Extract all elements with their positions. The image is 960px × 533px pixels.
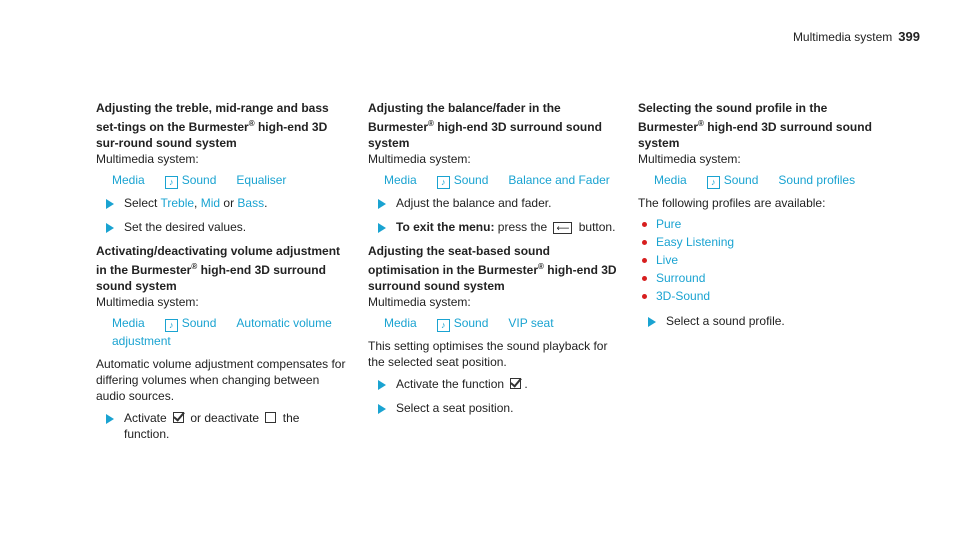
path-media[interactable]: Media (112, 173, 145, 187)
path-automatic-volume[interactable]: Automatic volume adjustment (112, 316, 332, 348)
system-label: Multimedia system: (638, 152, 741, 166)
bullet-dot-icon (642, 258, 647, 263)
back-button-icon: ⟵ (553, 222, 572, 234)
path-sound-profiles[interactable]: Sound profiles (778, 173, 856, 187)
bullet-dot-icon (642, 240, 647, 245)
step-activate-volume: Activate or deactivate the function. (96, 410, 348, 442)
page-number: 399 (898, 29, 920, 44)
music-note-icon: ♪ (437, 176, 450, 189)
path-sound[interactable]: Sound (723, 173, 759, 187)
volume-description: Automatic volume adjustment compensates for differing volumes when changing between audio sources. (96, 357, 346, 403)
path-media[interactable]: Media (112, 316, 145, 330)
bullet-dot-icon (642, 294, 647, 299)
step-exit-menu: To exit the menu: press the ⟵ button. (368, 219, 624, 235)
option-treble[interactable]: Treble (160, 196, 195, 210)
checkbox-checked-icon (173, 412, 184, 423)
section-heading-balance: Adjusting the balance/fader in the Burmester® high-end 3D surround sound system (368, 101, 602, 150)
list-item[interactable]: Live (638, 251, 894, 269)
column-3 (638, 100, 894, 337)
path-sound[interactable]: Sound (453, 173, 489, 187)
path-sound[interactable]: Sound (181, 173, 217, 187)
section-heading-volume: Activating/deactivating volume adjustment in the Burmester® high-end 3D surround sound system (96, 244, 341, 293)
path-equaliser[interactable]: Equaliser (236, 173, 287, 187)
step-adjust-balance: Adjust the balance and fader. (368, 195, 624, 211)
column-1 (96, 100, 348, 450)
arrow-right-icon (106, 414, 114, 424)
menu-path-profile (654, 171, 894, 189)
path-media[interactable]: Media (384, 316, 417, 330)
profiles-intro: The following profiles are available: (638, 196, 826, 210)
profile-list (638, 215, 894, 305)
arrow-right-icon (378, 404, 386, 414)
arrow-right-icon (378, 199, 386, 209)
system-label: Multimedia system: (368, 152, 471, 166)
system-label: Multimedia system: (96, 295, 199, 309)
list-item[interactable]: Easy Listening (638, 233, 894, 251)
menu-path-seat (384, 314, 624, 332)
step-select-seat: Select a seat position. (368, 400, 624, 416)
menu-path-balance (384, 171, 624, 189)
section-heading-seat: Adjusting the seat-based sound optimisation in the Burmester® high-end 3D surround sound system (368, 244, 617, 293)
music-note-icon: ♪ (707, 176, 720, 189)
option-bass[interactable]: Bass (237, 196, 265, 210)
list-item[interactable]: Surround (638, 269, 894, 287)
column-2 (368, 100, 624, 424)
section-heading-profile: Selecting the sound profile in the Burmester® high-end 3D surround sound system (638, 101, 872, 150)
music-note-icon: ♪ (165, 319, 178, 332)
path-media[interactable]: Media (654, 173, 687, 187)
list-item[interactable]: Pure (638, 215, 894, 233)
header-title: Multimedia system (792, 30, 893, 44)
step-set-values: Set the desired values. (96, 219, 348, 235)
arrow-right-icon (378, 380, 386, 390)
music-note-icon: ♪ (437, 319, 450, 332)
music-note-icon: ♪ (165, 176, 178, 189)
path-sound[interactable]: Sound (453, 316, 489, 330)
path-sound[interactable]: Sound (181, 316, 217, 330)
checkbox-empty-icon (265, 412, 276, 423)
arrow-right-icon (106, 199, 114, 209)
bullet-dot-icon (642, 222, 647, 227)
section-heading-treble: Adjusting the treble, mid-range and bass set-tings on the Burmester® high-end 3D sur-round sound system (96, 101, 329, 150)
option-mid[interactable]: Mid (200, 196, 221, 210)
path-vip-seat[interactable]: VIP seat (508, 316, 554, 330)
seat-description: This setting optimises the sound playback for the selected seat position. (368, 339, 608, 369)
checkbox-checked-icon (510, 378, 521, 389)
system-label: Multimedia system: (96, 152, 199, 166)
system-label: Multimedia system: (368, 295, 471, 309)
step-select-band: Select Treble, Mid or Bass. (96, 195, 348, 211)
bullet-dot-icon (642, 276, 647, 281)
arrow-right-icon (378, 223, 386, 233)
path-balance-fader[interactable]: Balance and Fader (508, 173, 610, 187)
step-select-profile: Select a sound profile. (638, 313, 894, 329)
arrow-right-icon (648, 317, 656, 327)
menu-path-volume (112, 314, 348, 350)
page-header (793, 29, 920, 44)
arrow-right-icon (106, 223, 114, 233)
path-media[interactable]: Media (384, 173, 417, 187)
step-activate-seat: Activate the function . (368, 376, 624, 392)
list-item[interactable]: 3D-Sound (638, 287, 894, 305)
menu-path-equaliser (112, 171, 348, 189)
